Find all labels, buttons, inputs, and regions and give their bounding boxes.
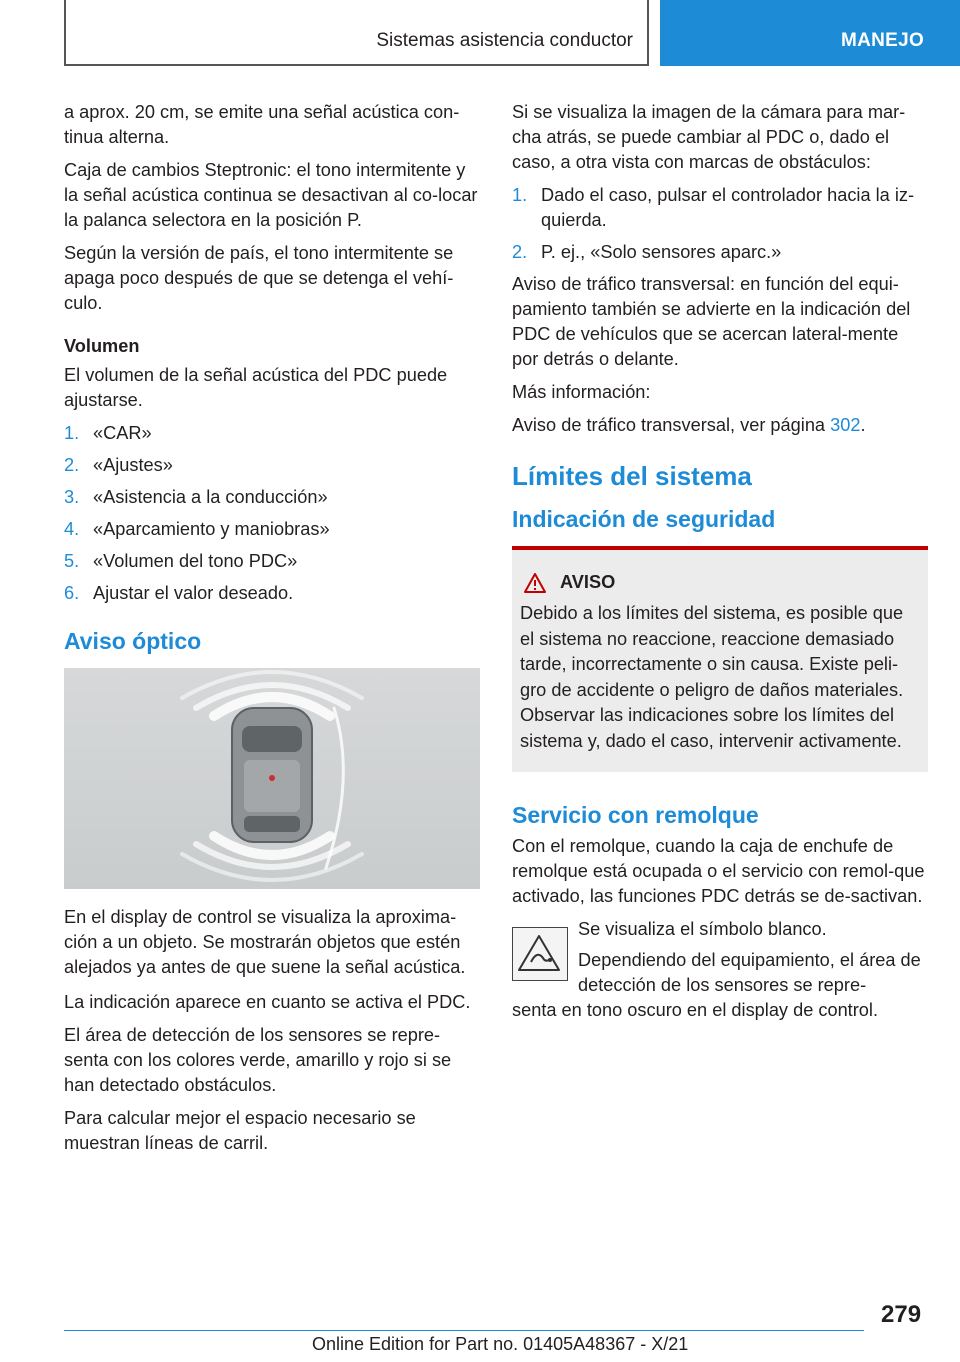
step-number: 2. <box>512 242 528 262</box>
footer-divider <box>64 1330 864 1331</box>
reference-suffix: . <box>860 415 866 435</box>
paragraph: Si se visualiza la imagen de la cámara para mar‐cha atrás, se puede cambiar al PDC o, dado el caso, a otra vista con marcas de obstáculos: <box>512 102 906 172</box>
list-item <box>64 581 480 606</box>
list-item <box>64 421 480 446</box>
cross-reference <box>512 413 928 438</box>
paragraph: El área de detección de los sensores se repre‐senta con los colores verde, amarillo y rojo si se han detectado obstáculos. <box>64 1025 452 1095</box>
paragraph: Caja de cambios Steptronic: el tono intermitente y la señal acústica continua se desactivan al co‐locar la palanca selectora en la posición P. <box>64 160 478 230</box>
car-top-view-icon <box>64 668 480 889</box>
paragraph: El volumen de la señal acústica del PDC puede ajustarse. <box>64 365 448 410</box>
optic-warning-heading: Aviso óptico <box>64 628 202 654</box>
step-text: Dado el caso, pulsar el controlador hacia la iz‐quierda. <box>541 185 915 230</box>
list-item <box>64 549 480 574</box>
step-text: «CAR» <box>93 423 152 443</box>
step-number: 1. <box>512 185 528 205</box>
warning-title: AVISO <box>560 572 616 592</box>
paragraph: Más información: <box>512 382 651 402</box>
paragraph: Se visualiza el símbolo blanco. <box>578 919 827 939</box>
system-limits-heading: Límites del sistema <box>512 461 752 491</box>
volume-heading: Volumen <box>64 336 140 356</box>
step-number: 6. <box>64 583 80 603</box>
step-text: «Asistencia a la conducción» <box>93 487 328 507</box>
step-text: «Ajustes» <box>93 455 173 475</box>
step-number: 3. <box>64 487 80 507</box>
safety-heading: Indicación de seguridad <box>512 506 776 532</box>
paragraph: En el display de control se visualiza la aproxima‐ción a un objeto. Se mostrarán objetos que estén alejados ya antes de que suene la señal acústica. <box>64 907 466 977</box>
step-text: «Aparcamiento y maniobras» <box>93 519 330 539</box>
trailer-warning-icon <box>513 928 566 979</box>
page-link[interactable]: 302 <box>830 415 861 435</box>
right-column <box>512 100 928 1029</box>
paragraph: Aviso de tráfico transversal: en función del equi‐pamiento también se advierte en la indicación del PDC de vehículos que se acercan lateral‐mente por detrás o delante. <box>512 274 911 369</box>
paragraph: Según la versión de país, el tono intermitente se apaga poco después de que se detenga el vehí‐culo. <box>64 243 454 313</box>
header-title: Sistemas asistencia conductor <box>376 30 633 51</box>
footer-edition: Online Edition for Part no. 01405A48367 - X/21 <box>312 1334 689 1354</box>
paragraph: Con el remolque, cuando la caja de enchufe de remolque está ocupada o el servicio con remol‐que activado, las funciones PDC detrás se de‐sactivan. <box>512 836 925 906</box>
step-number: 1. <box>64 423 80 443</box>
list-item <box>512 240 928 265</box>
trailer-heading: Servicio con remolque <box>512 802 759 828</box>
list-item <box>64 485 480 510</box>
paragraph: Dependiendo del equipamiento, el área de detección de los sensores se repre‐ <box>578 950 921 995</box>
trailer-symbol <box>512 927 568 981</box>
step-number: 5. <box>64 551 80 571</box>
paragraph: a aprox. 20 cm, se emite una señal acústica con‐tinua alterna. <box>64 102 460 147</box>
step-text: «Volumen del tono PDC» <box>93 551 298 571</box>
paragraph: senta en tono oscuro en el display de control. <box>512 1000 879 1020</box>
header-section-label: MANEJO <box>841 30 925 51</box>
paragraph: La indicación aparece en cuanto se activa el PDC. <box>64 992 471 1012</box>
pdc-display-figure <box>64 668 480 889</box>
left-column <box>64 100 480 1164</box>
step-text: Ajustar el valor deseado. <box>93 583 294 603</box>
reference-text: Aviso de tráfico transversal, ver página <box>512 415 831 435</box>
page-number: 279 <box>881 1301 922 1328</box>
trailer-symbol-row <box>512 917 928 1023</box>
warning-text: Debido a los límites del sistema, es posible que el sistema no reaccione, reaccione demasiado tarde, incorrectamente o sin causa. Existe peli‐gro de accidente o peligro de daños materiales. Observar las indicaciones sobre los límites del sistema y, dado el caso, intervenir activamente. <box>520 603 904 751</box>
camera-steps-list <box>512 183 928 265</box>
list-item <box>512 183 928 233</box>
warning-triangle-icon <box>524 573 546 593</box>
list-item <box>64 453 480 478</box>
volume-steps-list <box>64 421 480 606</box>
list-item <box>64 517 480 542</box>
step-number: 4. <box>64 519 80 539</box>
paragraph: Para calcular mejor el espacio necesario se muestran líneas de carril. <box>64 1108 416 1153</box>
warning-box <box>512 546 928 772</box>
header-title-box <box>64 0 649 66</box>
step-text: P. ej., «Solo sensores aparc.» <box>541 242 782 262</box>
warning-title-row <box>520 570 920 595</box>
step-number: 2. <box>64 455 80 475</box>
